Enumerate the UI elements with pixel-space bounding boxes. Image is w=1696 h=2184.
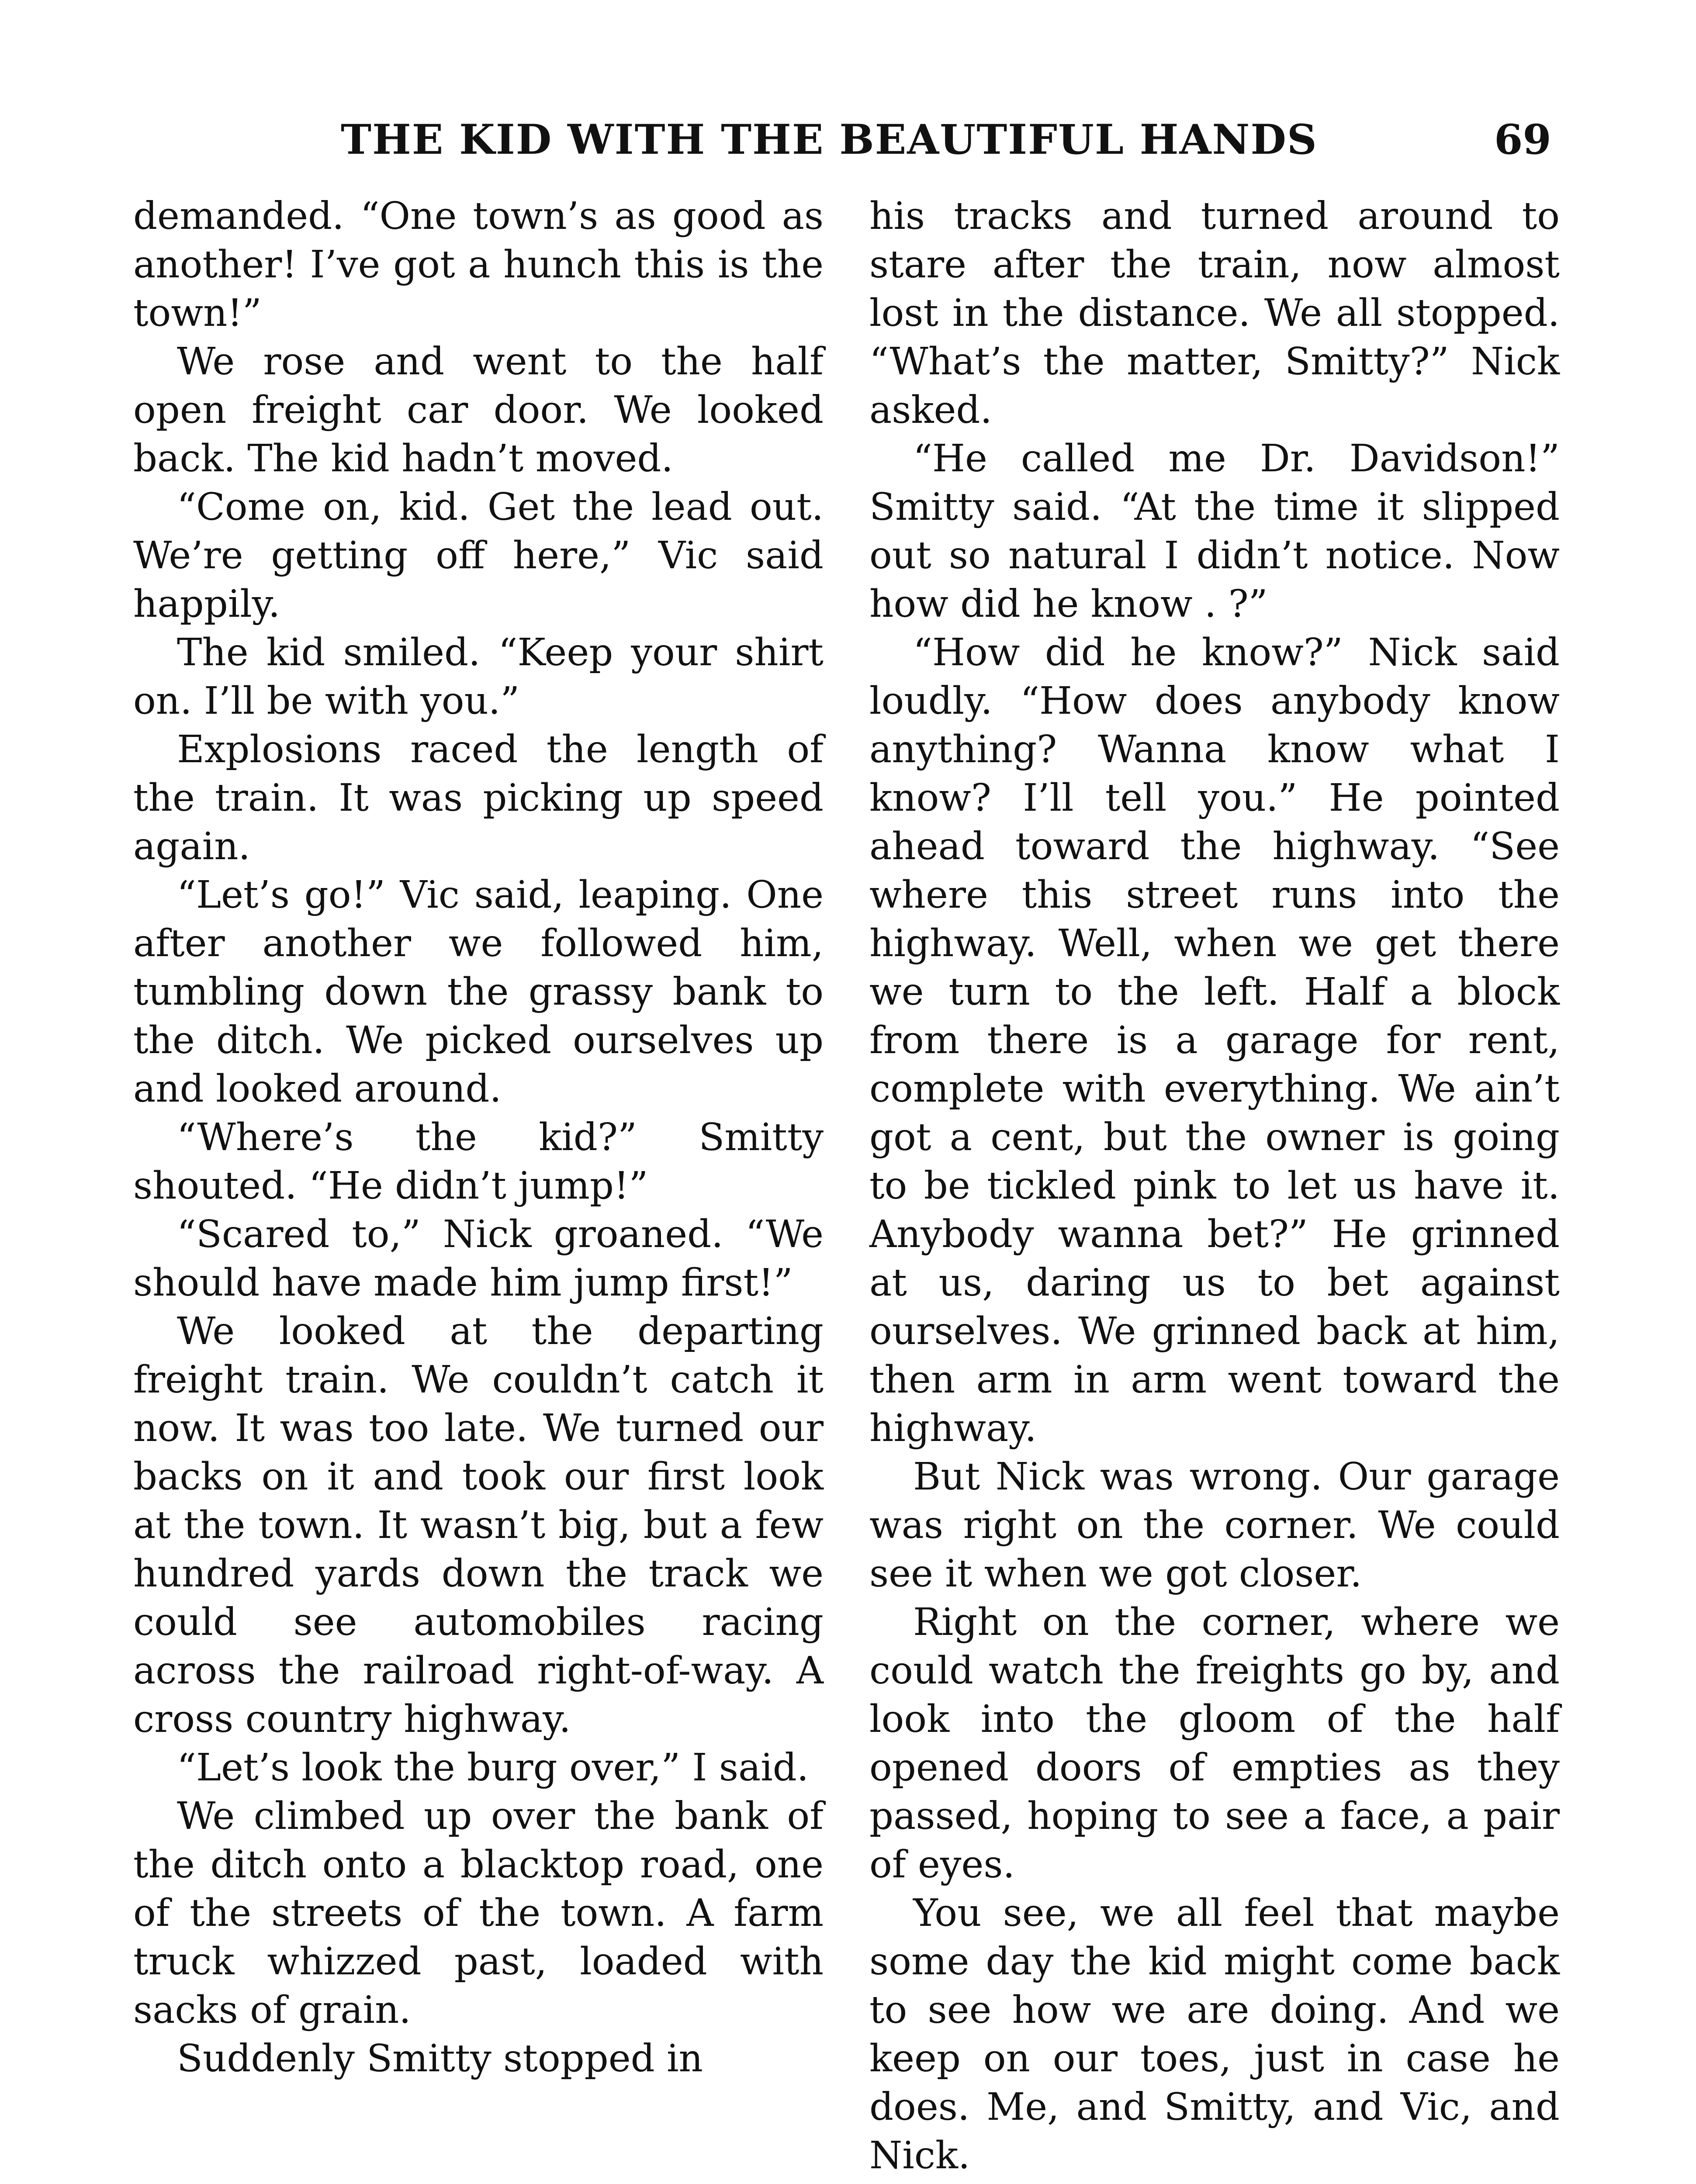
- paragraph: “Come on, kid. Get the lead out. We’re getting off here,” Vic said happily.: [133, 485, 824, 626]
- paragraph: his tracks and turned around to stare after the train, now almost lost in the distance. We all stopped. “What’s the matter, Smitty?” Nick asked.: [869, 194, 1560, 432]
- paragraph: “Where’s the kid?” Smitty shouted. “He didn’t jump!”: [133, 1116, 824, 1208]
- page-header: [0, 109, 1696, 170]
- paragraph: Suddenly Smitty stopped in: [177, 2037, 703, 2080]
- running-title: THE KID WITH THE BEAUTIFUL HANDS: [341, 116, 1318, 164]
- paragraph: The kid smiled. “Keep your shirt on. I’ll be with you.”: [133, 631, 824, 723]
- paragraph: “Let’s look the burg over,” I said.: [177, 1746, 809, 1790]
- page-number: 69: [1494, 116, 1551, 164]
- paragraph: We rose and went to the half open freight car door. We looked back. The kid hadn’t moved.: [133, 340, 824, 480]
- paragraph: We looked at the departing freight train. We couldn’t catch it now. It was too late. We turned our backs on it and took our first look at the town. It wasn’t big, but a few hundred yards down the track we could see automobiles racing across the railroad right-of-way. A cross country highway.: [133, 1310, 824, 1741]
- paragraph: “He called me Dr. Davidson!” Smitty said. “At the time it slipped out so natural I didn’t notice. Now how did he know . ?”: [869, 437, 1560, 626]
- paragraph: “Scared to,” Nick groaned. “We should have made him jump first!”: [133, 1213, 824, 1305]
- paragraph: Right on the corner, where we could watch the freights go by, and look into the gloom of the half opened doors of empties as they passed, hoping to see a face, a pair of eyes.: [869, 1600, 1560, 1887]
- paragraph: “How did he know?” Nick said loudly. “How does anybody know anything? Wanna know what I know? I’ll tell you.” He pointed ahead toward the highway. “See where this street runs into the highway. Well, when we get there we turn to the left. Half a block from there is a garage for rent, complete with everything. We ain’t got a cent, but the owner is going to be tickled pink to let us have it. Anybody wanna bet?” He grinned at us, daring us to bet against ourselves. We grinned back at him, then arm in arm went toward the highway.: [869, 631, 1560, 1450]
- paragraph: We climbed up over the bank of the ditch onto a blacktop road, one of the streets of the town. A farm truck whizzed past, loaded with sacks of grain.: [133, 1794, 824, 2032]
- paragraph: You see, we all feel that maybe some day the kid might come back to see how we are doing. And we keep on our toes, just in case he does. Me, and Smitty, and Vic, and Nick.: [869, 1891, 1560, 2177]
- right-column: [869, 192, 1560, 2180]
- paragraph: But Nick was wrong. Our garage was right on the corner. We could see it when we got closer.: [869, 1455, 1560, 1596]
- paragraph: “Let’s go!” Vic said, leaping. One after another we followed him, tumbling down the grassy bank to the ditch. We picked ourselves up and looked around.: [133, 873, 824, 1111]
- paragraph: Explosions raced the length of the train. It was picking up speed again.: [133, 728, 824, 868]
- paragraph: demanded. “One town’s as good as another! I’ve got a hunch this is the town!”: [133, 194, 824, 335]
- left-column: [133, 192, 824, 2083]
